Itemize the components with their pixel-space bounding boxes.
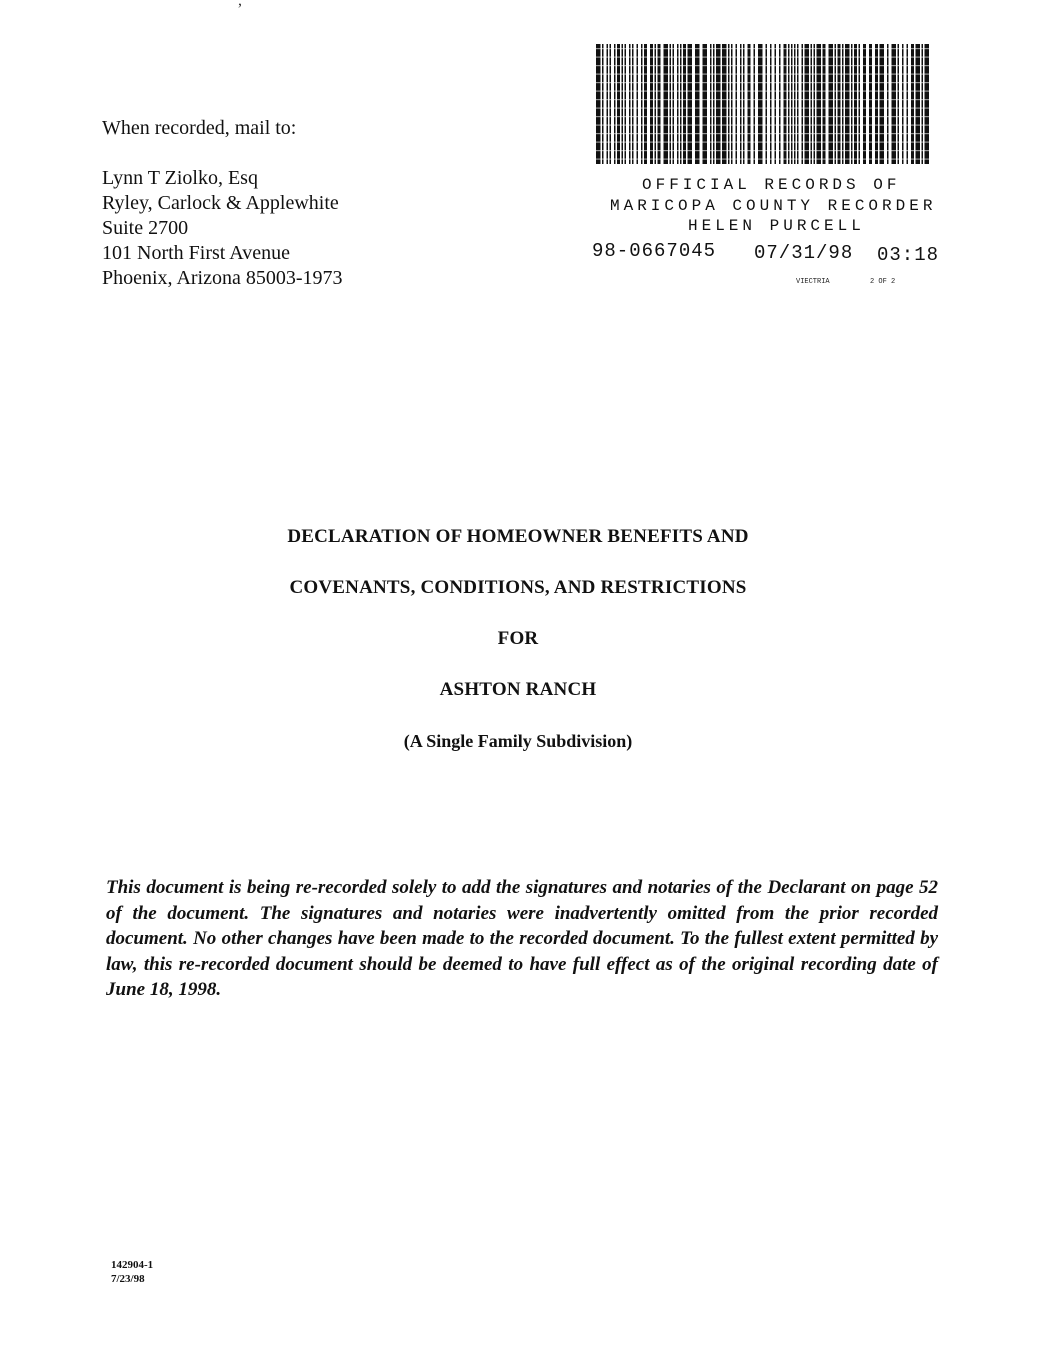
recorder-line-2: MARICOPA COUNTY RECORDER (610, 197, 937, 215)
barcode-noise (594, 48, 934, 49)
barcode-noise (594, 159, 934, 160)
barcode-bar (629, 44, 631, 164)
mail-to-firm: Ryley, Carlock & Applewhite (102, 192, 339, 214)
barcode-bar (823, 44, 826, 164)
barcode-bar (614, 44, 616, 164)
barcode-bar (731, 44, 733, 164)
mail-to-suite: Suite 2700 (102, 217, 189, 239)
barcode-noise (594, 116, 934, 117)
barcode-bar (710, 44, 712, 164)
barcode-bar (925, 44, 930, 164)
barcode-bar (748, 44, 751, 164)
barcode-bar (922, 44, 924, 164)
recorder-line-1: OFFICIAL RECORDS OF (642, 176, 901, 194)
recorder-fine-print-right: 2 OF 2 (870, 278, 896, 286)
mail-to-heading: When recorded, mail to: (102, 117, 297, 139)
barcode-bar (863, 44, 866, 164)
barcode-bar (622, 44, 624, 164)
barcode-bar (610, 44, 612, 164)
barcode-bar (743, 44, 745, 164)
barcode-bar (625, 44, 627, 164)
barcode-bar (677, 44, 679, 164)
barcode-bar (916, 44, 921, 164)
barcode-bar (851, 44, 853, 164)
footer-doc-date: 7/23/98 (111, 1273, 145, 1285)
barcode-noise (594, 99, 934, 100)
barcode-bar (766, 44, 768, 164)
barcode-bar (842, 44, 844, 164)
record-time: 03:18 (877, 244, 940, 266)
barcode-bar (703, 44, 708, 164)
mail-to-block (102, 116, 343, 291)
barcode-bar (644, 44, 647, 164)
barcode-bar (607, 44, 609, 164)
barcode-bar (670, 44, 672, 164)
barcode-noise (594, 108, 934, 109)
barcode-bar (911, 44, 914, 164)
record-date: 07/31/98 (754, 242, 854, 264)
barcode-bar (838, 44, 841, 164)
barcode-bar (632, 44, 634, 164)
barcode-bar (784, 44, 787, 164)
barcode-bar (680, 44, 682, 164)
re-recording-notice: This document is being re-recorded solely to add the signatures and notaries of the Declarant on page 52 of the document. The signatures and notaries were inadvertently omitted from the prior recorded document. No other changes have been made to the recorded document. To the fullest extent permitted by law, this re-recorded document should be deemed to have full effect as of the original recording date of June 18, 1998. (106, 877, 938, 1000)
barcode-bar (859, 44, 861, 164)
barcode-bar (688, 44, 693, 164)
barcode-bar (713, 44, 715, 164)
barcode-bar (907, 44, 909, 164)
barcode-bar (892, 44, 897, 164)
recorder-line-3: HELEN PURCELL (688, 217, 865, 235)
barcode-noise (594, 82, 934, 83)
barcode-bar (869, 44, 872, 164)
barcode-bar (740, 44, 742, 164)
barcode-bar (880, 44, 885, 164)
barcode-noise (594, 91, 934, 92)
barcode-bar (637, 44, 639, 164)
barcode-bar (650, 44, 653, 164)
mail-to-name: Lynn T Ziolko, Esq (102, 167, 258, 189)
barcode-bar (770, 44, 772, 164)
barcode-bar (617, 44, 620, 164)
barcode-bar (716, 44, 721, 164)
barcode-noise (594, 133, 934, 134)
barcode-bar (791, 44, 793, 164)
title-line-4: ASHTON RANCH (439, 679, 597, 700)
barcode-bar (695, 44, 700, 164)
recorder-fine-print-left: VIECTRIA (796, 278, 830, 286)
barcode-bar (664, 44, 669, 164)
document-footer (111, 1258, 153, 1286)
footer-doc-number: 142904-1 (111, 1259, 154, 1271)
barcode-bar (794, 44, 796, 164)
barcode-bar (758, 44, 763, 164)
barcode-bar (845, 44, 850, 164)
title-line-1: DECLARATION OF HOMEOWNER BENEFITS AND (287, 526, 749, 547)
barcode-bar (797, 44, 799, 164)
mail-to-city: Phoenix, Arizona 85003-1973 (102, 267, 343, 289)
barcode-image (594, 42, 934, 170)
barcode-noise (594, 57, 934, 58)
barcode-bar (802, 44, 804, 164)
barcode-bar (788, 44, 790, 164)
barcode-bar (817, 44, 822, 164)
barcode-bar (596, 44, 601, 164)
barcode-noise (594, 125, 934, 126)
barcode-noise (594, 65, 934, 66)
barcode-bar (898, 44, 900, 164)
barcode-bar (683, 44, 686, 164)
barcode-bar (811, 44, 813, 164)
barcode-bar (814, 44, 816, 164)
barcode-bar (835, 44, 837, 164)
barcode-noise (594, 142, 934, 143)
title-line-3: FOR (497, 628, 539, 649)
barcode-bar (779, 44, 781, 164)
barcode-bar (673, 44, 675, 164)
record-number: 98-0667045 (592, 240, 717, 262)
barcode-bar (641, 44, 643, 164)
barcode-bar (728, 44, 730, 164)
mail-to-street: 101 North First Avenue (102, 242, 290, 264)
title-subtitle: (A Single Family Subdivision) (403, 731, 633, 751)
barcode-noise (594, 74, 934, 75)
barcode-bar (854, 44, 857, 164)
barcode-bar (875, 44, 878, 164)
stray-mark: , (238, 0, 242, 9)
barcode-bar (754, 44, 756, 164)
barcode-bar (602, 44, 604, 164)
barcode-bar (805, 44, 810, 164)
barcode-bar (658, 44, 661, 164)
barcode-bar (736, 44, 738, 164)
barcode-bar (655, 44, 657, 164)
barcode-bar (722, 44, 727, 164)
barcode-bar (829, 44, 834, 164)
barcode-noise (594, 150, 934, 151)
barcode-bar (775, 44, 777, 164)
barcode-bar (902, 44, 904, 164)
barcode-bar (887, 44, 889, 164)
title-line-2: COVENANTS, CONDITIONS, AND RESTRICTIONS (289, 577, 747, 598)
